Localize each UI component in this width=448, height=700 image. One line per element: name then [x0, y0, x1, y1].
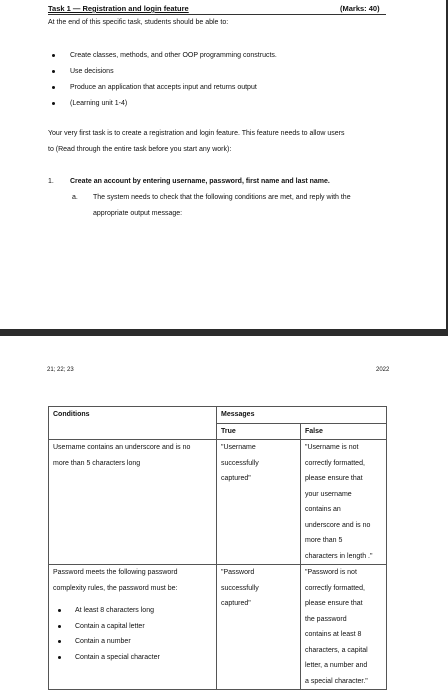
page-header-right: 2022 — [376, 367, 390, 373]
spacer — [53, 596, 213, 603]
message-line: contains at least 8 — [305, 631, 362, 638]
message-line: "Password — [221, 569, 255, 576]
rule-text: At least 8 characters long — [75, 607, 154, 614]
message-line: successfully — [221, 584, 259, 592]
condition-line: more than 5 characters long — [53, 459, 141, 467]
rule-item — [53, 619, 213, 635]
document-page-1 — [0, 0, 448, 329]
message-line: captured" — [221, 475, 251, 482]
message-line: more than 5 — [305, 537, 343, 544]
intro-text: At the end of this specific task, students should be able to: — [48, 19, 229, 26]
message-line: correctly formatted, — [305, 459, 365, 467]
false-message-cell — [301, 565, 387, 690]
outcome-item: (Learning unit 1-4) — [70, 100, 128, 107]
message-line: characters, a capital — [305, 646, 368, 654]
false-message-cell — [301, 440, 387, 565]
message-line: a special character." — [305, 677, 368, 685]
task-paragraph-line-2: to (Read through the entire task before you start any work): — [48, 146, 232, 153]
step-text: Create an account by entering username, password, first name and last name. — [70, 178, 330, 185]
header-true: True — [217, 423, 301, 440]
bullet-icon — [52, 70, 55, 73]
header-messages: Messages — [217, 407, 387, 424]
rule-item — [53, 634, 213, 650]
sub-step-letter: a. — [72, 194, 78, 201]
bullet-icon — [52, 102, 55, 105]
document-page-2 — [0, 336, 448, 700]
bullet-icon — [58, 625, 61, 628]
condition-cell — [49, 565, 217, 690]
sub-step-line-2: appropriate output message: — [93, 210, 183, 217]
message-line: "Username — [221, 444, 256, 451]
message-line: "Password is not — [305, 569, 357, 576]
rule-item — [53, 603, 213, 619]
header-false: False — [301, 423, 387, 440]
table-row-password — [49, 565, 387, 690]
bullet-icon — [58, 609, 61, 612]
message-line: your username — [305, 490, 352, 498]
outcome-item: Create classes, methods, and other OOP programming constructs. — [70, 52, 277, 59]
conditions-table — [48, 406, 387, 690]
message-line: please ensure that — [305, 600, 363, 607]
rule-item — [53, 650, 213, 666]
rule-text: Contain a capital letter — [75, 622, 145, 630]
marks-label: (Marks: 40) — [340, 4, 380, 13]
bullet-icon — [58, 656, 61, 659]
bullet-icon — [52, 54, 55, 57]
step-number: 1. — [48, 178, 54, 185]
task-title: Task 1 — Registration and login feature — [48, 4, 189, 13]
condition-line: complexity rules, the password must be: — [53, 584, 178, 592]
message-line: please ensure that — [305, 475, 363, 482]
page-header-left: 21; 22; 23 — [47, 367, 74, 373]
rule-text: Contain a number — [75, 638, 131, 645]
message-line: "Username is not — [305, 444, 359, 451]
message-line: correctly formatted, — [305, 584, 365, 592]
table-row-username — [49, 440, 387, 565]
message-line: characters in length ." — [305, 552, 373, 560]
task-paragraph-line-1: Your very first task is to create a registration and login feature. This feature needs to allow users — [48, 130, 345, 137]
condition-line: Password meets the following password — [53, 569, 178, 576]
condition-cell — [49, 440, 217, 565]
header-conditions: Conditions — [49, 407, 217, 440]
title-rule — [48, 14, 386, 15]
sub-step-line-1: The system needs to check that the following conditions are met, and reply with the — [93, 194, 351, 201]
true-message-cell — [217, 440, 301, 565]
condition-line: Username contains an underscore and is no — [53, 444, 191, 451]
rule-text: Contain a special character — [75, 653, 160, 661]
outcome-item: Produce an application that accepts input and returns output — [70, 84, 257, 91]
bullet-icon — [58, 640, 61, 643]
message-line: contains an — [305, 506, 341, 513]
message-line: successfully — [221, 459, 259, 467]
outcome-item: Use decisions — [70, 68, 114, 75]
message-line: underscore and is no — [305, 521, 371, 529]
message-line: the password — [305, 615, 347, 623]
true-message-cell — [217, 565, 301, 690]
message-line: captured" — [221, 600, 251, 607]
bullet-icon — [52, 86, 55, 89]
page-separator — [0, 329, 448, 336]
message-line: letter, a number and — [305, 662, 368, 669]
